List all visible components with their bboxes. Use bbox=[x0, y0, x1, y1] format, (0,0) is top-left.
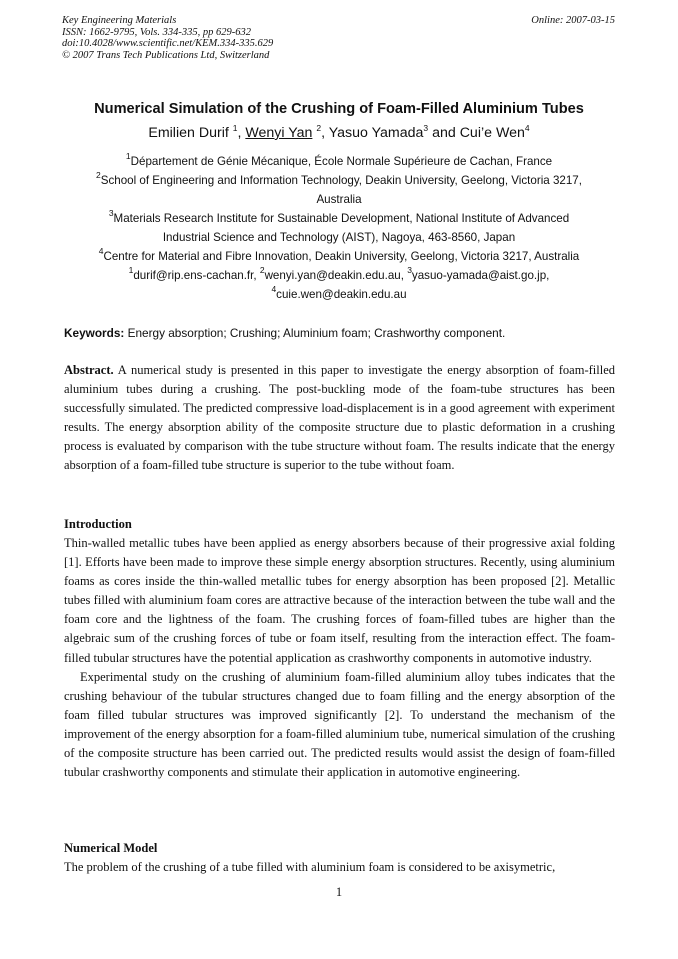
keywords-line bbox=[64, 326, 624, 340]
affiliation-sup: 3 bbox=[108, 208, 114, 218]
affiliation-text: School of Engineering and Information Technology, Deakin University, Geelong, Victoria 3217, bbox=[100, 174, 582, 187]
author-sup: 2 bbox=[316, 123, 322, 133]
author-sup: 4 bbox=[524, 123, 530, 133]
affiliation-text: Département de Génie Mécanique, École Normale Supérieure de Cachan, France bbox=[130, 155, 553, 168]
issn-line: ISSN: 1662-9795, Vols. 334-335, pp 629-632 bbox=[62, 26, 251, 38]
email-address: yasuo-yamada@aist.go.jp, bbox=[411, 269, 550, 282]
email-sup: 2 bbox=[259, 265, 265, 275]
journal-name: Key Engineering Materials bbox=[62, 15, 177, 26]
introduction-paragraph-2: Experimental study on the crushing of aluminium foam-filled aluminium alloy tubes indicates that the crushing behaviour of the tubular structures changed due to foam filling and the energy absorption of the foam filled tubular structures was improved significantly [2]. To understand the mechanism of the improvement of the energy absorption for a foam-filled aluminium tube, numerical simulation of the crushing of the composite structure has been carried out. The predicted results would assist the design of foam-filled tubular crashworthy components and stimulate their application in automotive engineering. bbox=[64, 669, 615, 780]
copyright-line: © 2007 Trans Tech Publications Ltd, Switzerland bbox=[62, 49, 270, 61]
author-name: Emilien Durif bbox=[148, 125, 233, 141]
email-address: durif@rip.ens-cachan.fr, bbox=[133, 269, 260, 282]
keywords-text: Energy absorption; Crushing; Aluminium foam; Crashworthy component. bbox=[124, 326, 506, 340]
email-sup: 4 bbox=[271, 284, 277, 294]
affiliation-sup: 4 bbox=[98, 246, 104, 256]
author-sup: 3 bbox=[423, 123, 429, 133]
author-separator: , bbox=[237, 125, 246, 141]
author-sup: 1 bbox=[232, 123, 238, 133]
affiliation-text: Industrial Science and Technology (AIST), Nagoya, 463-8560, Japan bbox=[162, 231, 516, 244]
author-name: Yasuo Yamada bbox=[328, 125, 424, 141]
affiliation-sup: 2 bbox=[96, 170, 101, 180]
numerical-model-paragraph-1: The problem of the crushing of a tube filled with aluminium foam is considered to be axisymetric, bbox=[64, 860, 556, 874]
numerical-model-body bbox=[64, 858, 615, 877]
affiliation-sup: 1 bbox=[125, 151, 131, 161]
affiliation-text: Materials Research Institute for Sustainable Development, National Institute of Advanced bbox=[113, 212, 570, 225]
introduction-body bbox=[64, 534, 615, 782]
affiliation-text: Centre for Material and Fibre Innovation, Deakin University, Geelong, Victoria 3217, Australia bbox=[103, 250, 580, 263]
email-sup: 3 bbox=[407, 265, 412, 275]
affiliation-text: Australia bbox=[316, 193, 362, 206]
doi-line: doi:10.4028/www.scientific.net/KEM.334-335.629 bbox=[62, 38, 274, 50]
author-separator: and bbox=[428, 125, 460, 141]
email-sup: 1 bbox=[128, 265, 134, 275]
journal-header bbox=[62, 15, 273, 61]
affiliation-4 bbox=[30, 247, 648, 266]
affiliation-1 bbox=[30, 152, 648, 171]
page-number: 1 bbox=[335, 885, 343, 899]
corresponding-author-name: Wenyi Yan bbox=[245, 125, 313, 141]
abstract-text: A numerical study is presented in this paper to investigate the energy absorption of foam-filled aluminium tubes during a crushing. The post-buckling mode of the foam-tube structures has been successfully simulated. The predicted compressive load-displacement is in a good agreement with experiment results. The energy absorption ability of the composite structure due to plastic deformation in a crushing process is evaluated by comparison with the tube structure without foam. The results indicate that the energy absorption of a foam-filled tube structure is superior to the tube without foam. bbox=[64, 363, 615, 473]
abstract-label: Abstract. bbox=[64, 363, 114, 377]
author-list bbox=[30, 125, 648, 141]
email-address: cuie.wen@deakin.edu.au bbox=[276, 288, 407, 301]
abstract-block bbox=[64, 361, 615, 476]
author-separator: , bbox=[321, 125, 329, 141]
numerical-model-heading: Numerical Model bbox=[64, 841, 158, 855]
affiliation-2 bbox=[30, 171, 648, 209]
affiliation-3 bbox=[30, 209, 648, 247]
introduction-heading: Introduction bbox=[64, 517, 132, 531]
online-date: Online: 2007-03-15 bbox=[531, 15, 615, 26]
email-list bbox=[30, 266, 648, 304]
introduction-paragraph-1: Thin-walled metallic tubes have been applied as energy absorbers because of their progressive axial folding [1]. Efforts have been made to improve these simple energy absorption structures. Recently, using aluminium foams as cores inside the thin-walled metallic tubes for energy absorption has been proposed [2]. Metallic tubes filled with aluminium foam cores are attractive because of the interaction between the tube wall and the foam core and the lightness of the foam. The crushing forces of foam-filled tubes are higher than the algebraic sum of the crushing forces of tube or foam itself, resulting from the interaction effect. The foam-filled tubular structures have the potential application as crashworthy components in automotive industry. bbox=[64, 536, 615, 665]
author-name: Cui’e Wen bbox=[459, 125, 525, 141]
paper-title: Numerical Simulation of the Crushing of Foam-Filled Aluminium Tubes bbox=[94, 101, 584, 117]
keywords-label: Keywords: bbox=[64, 326, 125, 340]
email-address: wenyi.yan@deakin.edu.au, bbox=[264, 269, 408, 282]
